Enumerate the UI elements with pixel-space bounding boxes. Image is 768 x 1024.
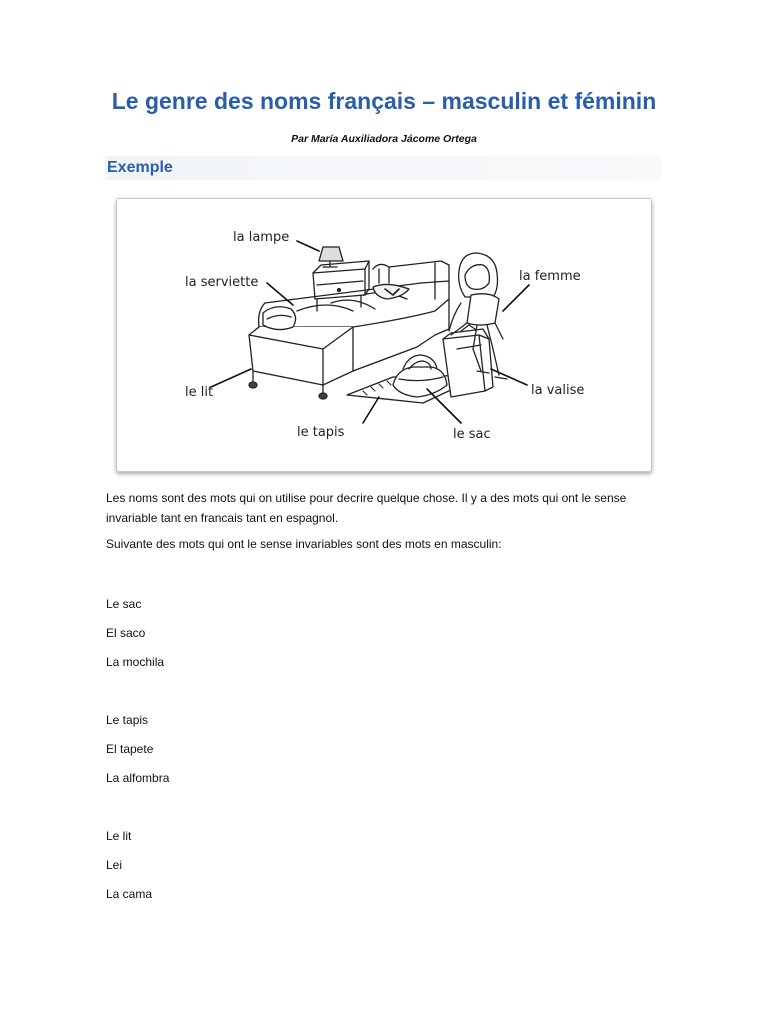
word-item: La mochila — [106, 655, 165, 669]
word-item: Lei — [106, 858, 123, 872]
label-la-valise: la valise — [531, 383, 585, 398]
word-item: La alfombra — [106, 771, 170, 785]
section-heading: Exemple — [107, 159, 173, 176]
word-item: La cama — [106, 887, 153, 901]
intro-paragraph: Les noms sont des mots qui on utilise pour decrire quelque chose. Il y a des mots qui ont le sense invariable tant en francais tant en espagnol. — [106, 491, 627, 525]
label-la-femme: la femme — [519, 269, 581, 284]
label-le-tapis: le tapis — [297, 425, 345, 440]
page-title: Le genre des noms français – masculin et féminin — [111, 88, 657, 114]
word-item: El tapete — [106, 742, 154, 756]
label-la-serviette: la serviette — [185, 275, 259, 290]
word-item: Le sac — [106, 597, 142, 611]
nightstand-drawing — [313, 261, 369, 311]
word-item: El saco — [106, 626, 146, 640]
label-la-lampe: la lampe — [233, 230, 290, 245]
bag-drawing — [393, 355, 447, 397]
label-le-sac: le sac — [453, 427, 491, 442]
section-heading-bar — [105, 156, 661, 180]
list-intro-paragraph: Suivante des mots qui ont le sense invariables sont des mots en masculin: — [106, 537, 502, 551]
suitcase-drawing — [443, 325, 493, 397]
word-item: Le tapis — [106, 713, 149, 727]
bedroom-illustration — [116, 198, 652, 472]
word-item: Le lit — [106, 829, 132, 843]
label-le-lit: le lit — [185, 385, 214, 400]
bedroom-drawing — [117, 199, 651, 471]
author-byline: Par María Auxiliadora Jácome Ortega — [291, 133, 477, 145]
